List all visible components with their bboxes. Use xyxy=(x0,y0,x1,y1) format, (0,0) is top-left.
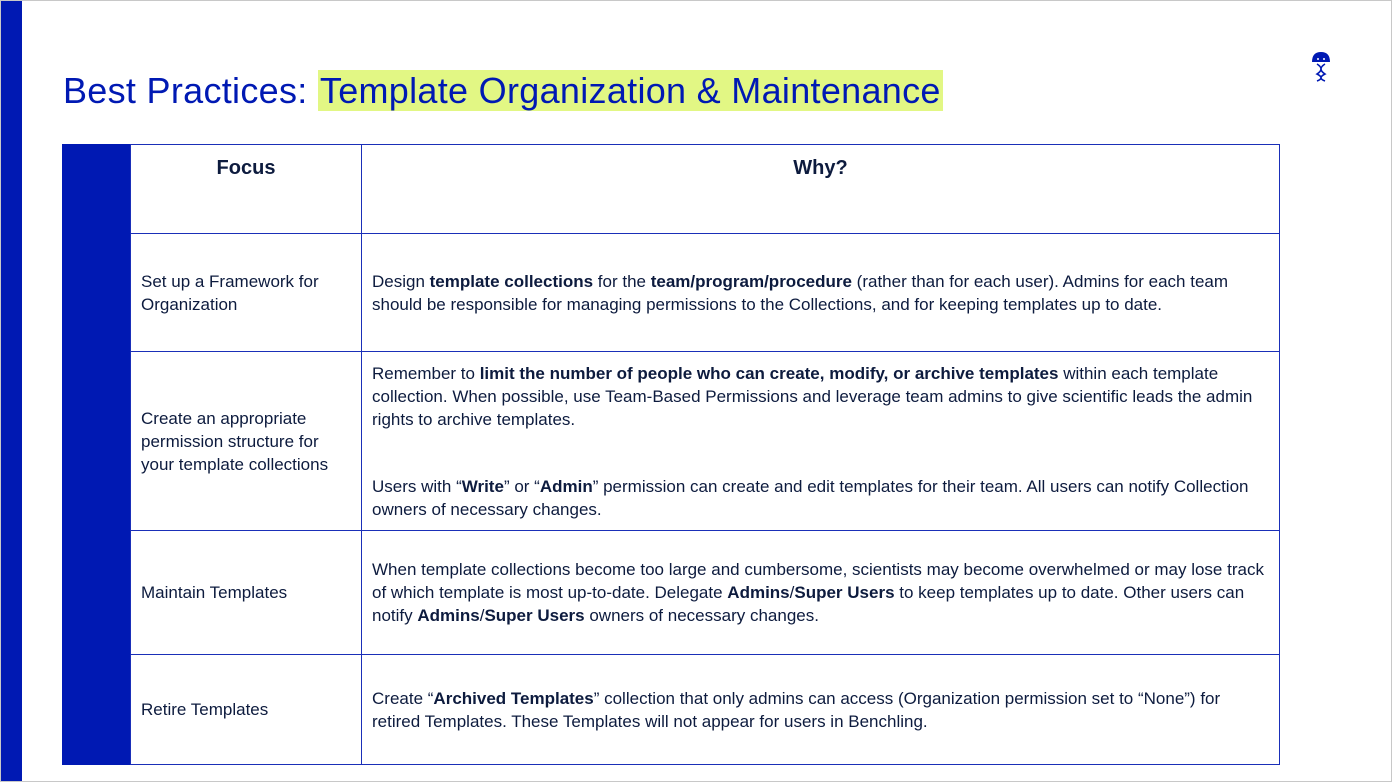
why-paragraph xyxy=(372,475,1269,521)
text: Users with “ xyxy=(372,476,462,496)
text: ” permission can create and edit templates for their team. All users can notify Collection owners of necessary changes. xyxy=(372,476,1249,519)
focus-cell: Set up a Framework for Organization xyxy=(131,234,362,352)
bold-text: Write xyxy=(461,476,504,496)
table-row xyxy=(131,234,1280,352)
bold-text: Admins xyxy=(727,583,790,602)
header-why: Why? xyxy=(362,145,1280,234)
left-accent-bar xyxy=(1,1,22,781)
bold-text: limit the number of people who can create, modify, or archive templates xyxy=(479,363,1059,383)
benchling-mascot-icon xyxy=(1310,50,1332,82)
why-paragraph xyxy=(372,270,1269,316)
text: Remember to xyxy=(372,363,480,383)
bold-text: Super Users xyxy=(794,583,895,602)
table-row xyxy=(131,531,1280,655)
why-cell xyxy=(362,234,1280,352)
text: owners of necessary changes. xyxy=(584,606,819,625)
why-cell xyxy=(362,655,1280,765)
bold-text: template collections xyxy=(429,271,594,291)
focus-cell: Create an appropriate permission structure for your template collections xyxy=(131,352,362,531)
bold-text: Admins xyxy=(417,606,480,625)
text: Create “ xyxy=(372,688,434,708)
table-row xyxy=(131,352,1280,531)
text: / xyxy=(479,606,485,625)
bold-text: Super Users xyxy=(484,606,585,625)
text: ” or “ xyxy=(503,476,540,496)
page-title xyxy=(63,68,943,114)
focus-cell: Retire Templates xyxy=(131,655,362,765)
why-paragraph xyxy=(372,362,1269,431)
why-paragraph xyxy=(372,687,1269,733)
title-highlight: Template Organization & Maintenance xyxy=(319,70,941,111)
why-cell xyxy=(362,531,1280,655)
table-accent-column xyxy=(62,144,130,765)
text: ” collection that only admins can access (Organization permission set to “None”) for retired Templates. These Templates will not appear for users in Benchling. xyxy=(372,688,1221,731)
best-practices-table xyxy=(62,144,1279,764)
bold-text: Admin xyxy=(539,476,593,496)
text: / xyxy=(789,583,795,602)
text: When template collections become too large and cumbersome, scientists may become overwhelmed or may lose track of which template is most up-to-date. Delegate xyxy=(372,560,1264,602)
focus-cell: Maintain Templates xyxy=(131,531,362,655)
bold-text: Archived Templates xyxy=(433,688,594,708)
text: to keep templates up to date. Other users can notify xyxy=(372,583,1245,625)
why-paragraph xyxy=(372,558,1269,627)
table-row xyxy=(131,655,1280,765)
text: within each template collection. When possible, use Team-Based Permissions and leverage team admins to give scientific leads the admin rights to archive templates. xyxy=(372,363,1253,429)
text: Design xyxy=(372,271,430,291)
why-cell xyxy=(362,352,1280,531)
header-focus: Focus xyxy=(131,145,362,234)
title-prefix: Best Practices: xyxy=(63,70,318,111)
text: (rather than for each user). Admins for each team should be responsible for managing permissions to the Collections, and for keeping templates up to date. xyxy=(372,271,1229,314)
text: for the xyxy=(593,271,651,291)
bold-text: team/program/procedure xyxy=(650,271,852,291)
